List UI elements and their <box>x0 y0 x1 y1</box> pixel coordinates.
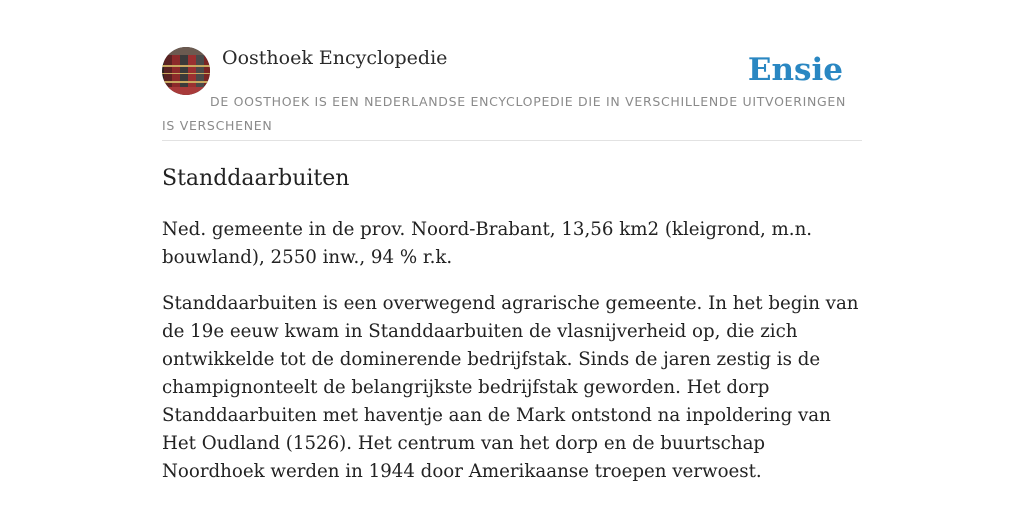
encyclopedia-books-icon[interactable] <box>162 47 210 95</box>
site-name[interactable]: Oosthoek Encyclopedie <box>222 47 448 69</box>
article-title: Standdaarbuiten <box>162 166 350 191</box>
site-header <box>162 0 862 141</box>
article-paragraph: Standdaarbuiten is een overwegend agrarische gemeente. In het begin van de 19e eeuw kwam in Standdaarbuiten de vlasnijverheid op, die zich ontwikkelde tot de dominerende bedrijfstak. Sinds de jaren zestig is de champignonteelt de belangrijkste bedrijfstak geworden. Het dorp Standdaarbuiten met haventje aan de Mark ontstond na inpoldering van Het Oudland (1526). Het centrum van het dorp en de buurtschap Noordhoek werden in 1944 door Amerikaanse troepen verwoest. <box>162 293 859 482</box>
page-container <box>162 0 862 482</box>
brand-logo[interactable]: Ensie <box>747 52 843 88</box>
article-paragraph: Ned. gemeente in de prov. Noord-Brabant, 13,56 km2 (kleigrond, m.n. bouwland), 2550 inw., 94 % r.k. <box>162 219 813 268</box>
site-tagline: DE OOSTHOEK IS EEN NEDERLANDSE ENCYCLOPEDIE DIE IN VERSCHILLENDE UITVOERINGEN IS VERSCHENEN <box>162 94 847 133</box>
